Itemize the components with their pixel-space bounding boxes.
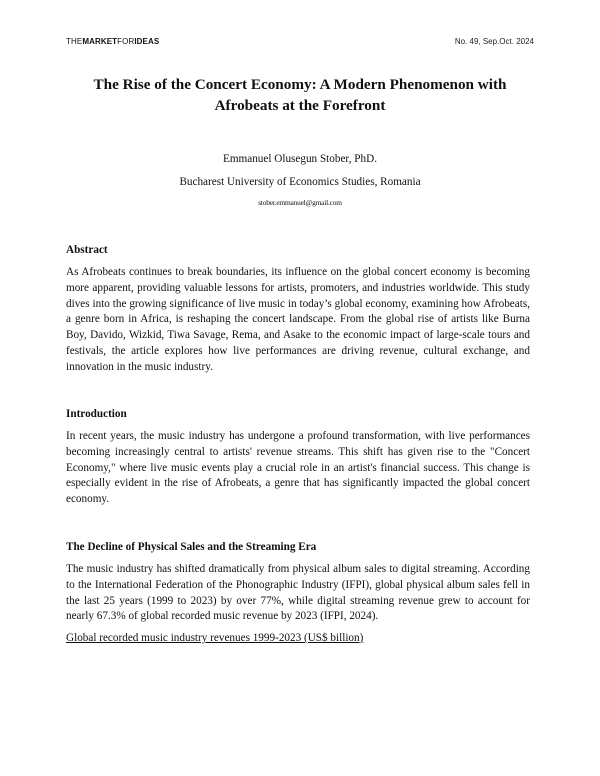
author-affiliation: Bucharest University of Economics Studies, Romania: [179, 176, 421, 188]
brand-market: MARKET: [82, 37, 118, 46]
brand-the: THE: [66, 37, 83, 46]
decline-text: The music industry has shifted dramatically from physical album sales to digital streaming. According to the International Federation of the Phonographic Industry (IFPI), global physical album sales fell in the last 25 years (1999 to 2023) by over 77%, while digital streaming revenue grew to account for nearly 67.3% of global recorded music revenue by 2023 (IFPI, 2024).: [66, 563, 530, 623]
figure-caption: Global recorded music industry revenues 1999-2023 (US$ billion): [66, 632, 364, 644]
abstract-text: As Afrobeats continues to break boundaries, its influence on the global concert economy is becoming more apparent, providing valuable lessons for artists, promoters, and industries worldwide. This study dives into the growing significance of live music in today’s global economy, examining how Afrobeats, a genre born in Africa, is reshaping the concert landscape. From the global rise of artists like Burna Boy, Davido, Wizkid, Tiwa Savage, Rema, and Asake to the economic impact of large-scale tours and festivals, the article explores how live performances are driving revenue, cultural exchange, and innovation in the music industry.: [66, 266, 530, 373]
issue-number: No. 49, Sep.Oct. 2024: [454, 37, 534, 46]
abstract-heading: Abstract: [66, 244, 108, 256]
author-email[interactable]: stober.emmanuel@gmail.com: [258, 198, 342, 207]
running-header: [66, 37, 534, 46]
brand-ideas: IDEAS: [134, 37, 160, 46]
author-name: Emmanuel Olusegun Stober, PhD.: [223, 153, 377, 165]
introduction-text: In recent years, the music industry has undergone a profound transformation, with live performances becoming increasingly central to artists' revenue streams. This shift has given rise to the "Concert Economy," where live music events play a crucial role in an artist's financial success. This change is especially evident in the rise of Afrobeats, a genre that has significantly impacted the global concert economy.: [66, 430, 530, 506]
journal-brand: [66, 37, 159, 46]
decline-heading: The Decline of Physical Sales and the Streaming Era: [66, 541, 317, 553]
article-title: The Rise of the Concert Economy: A Modern Phenomenon with Afrobeats at the Forefront: [93, 76, 507, 114]
introduction-heading: Introduction: [66, 408, 127, 420]
brand-for: FOR: [117, 37, 135, 46]
